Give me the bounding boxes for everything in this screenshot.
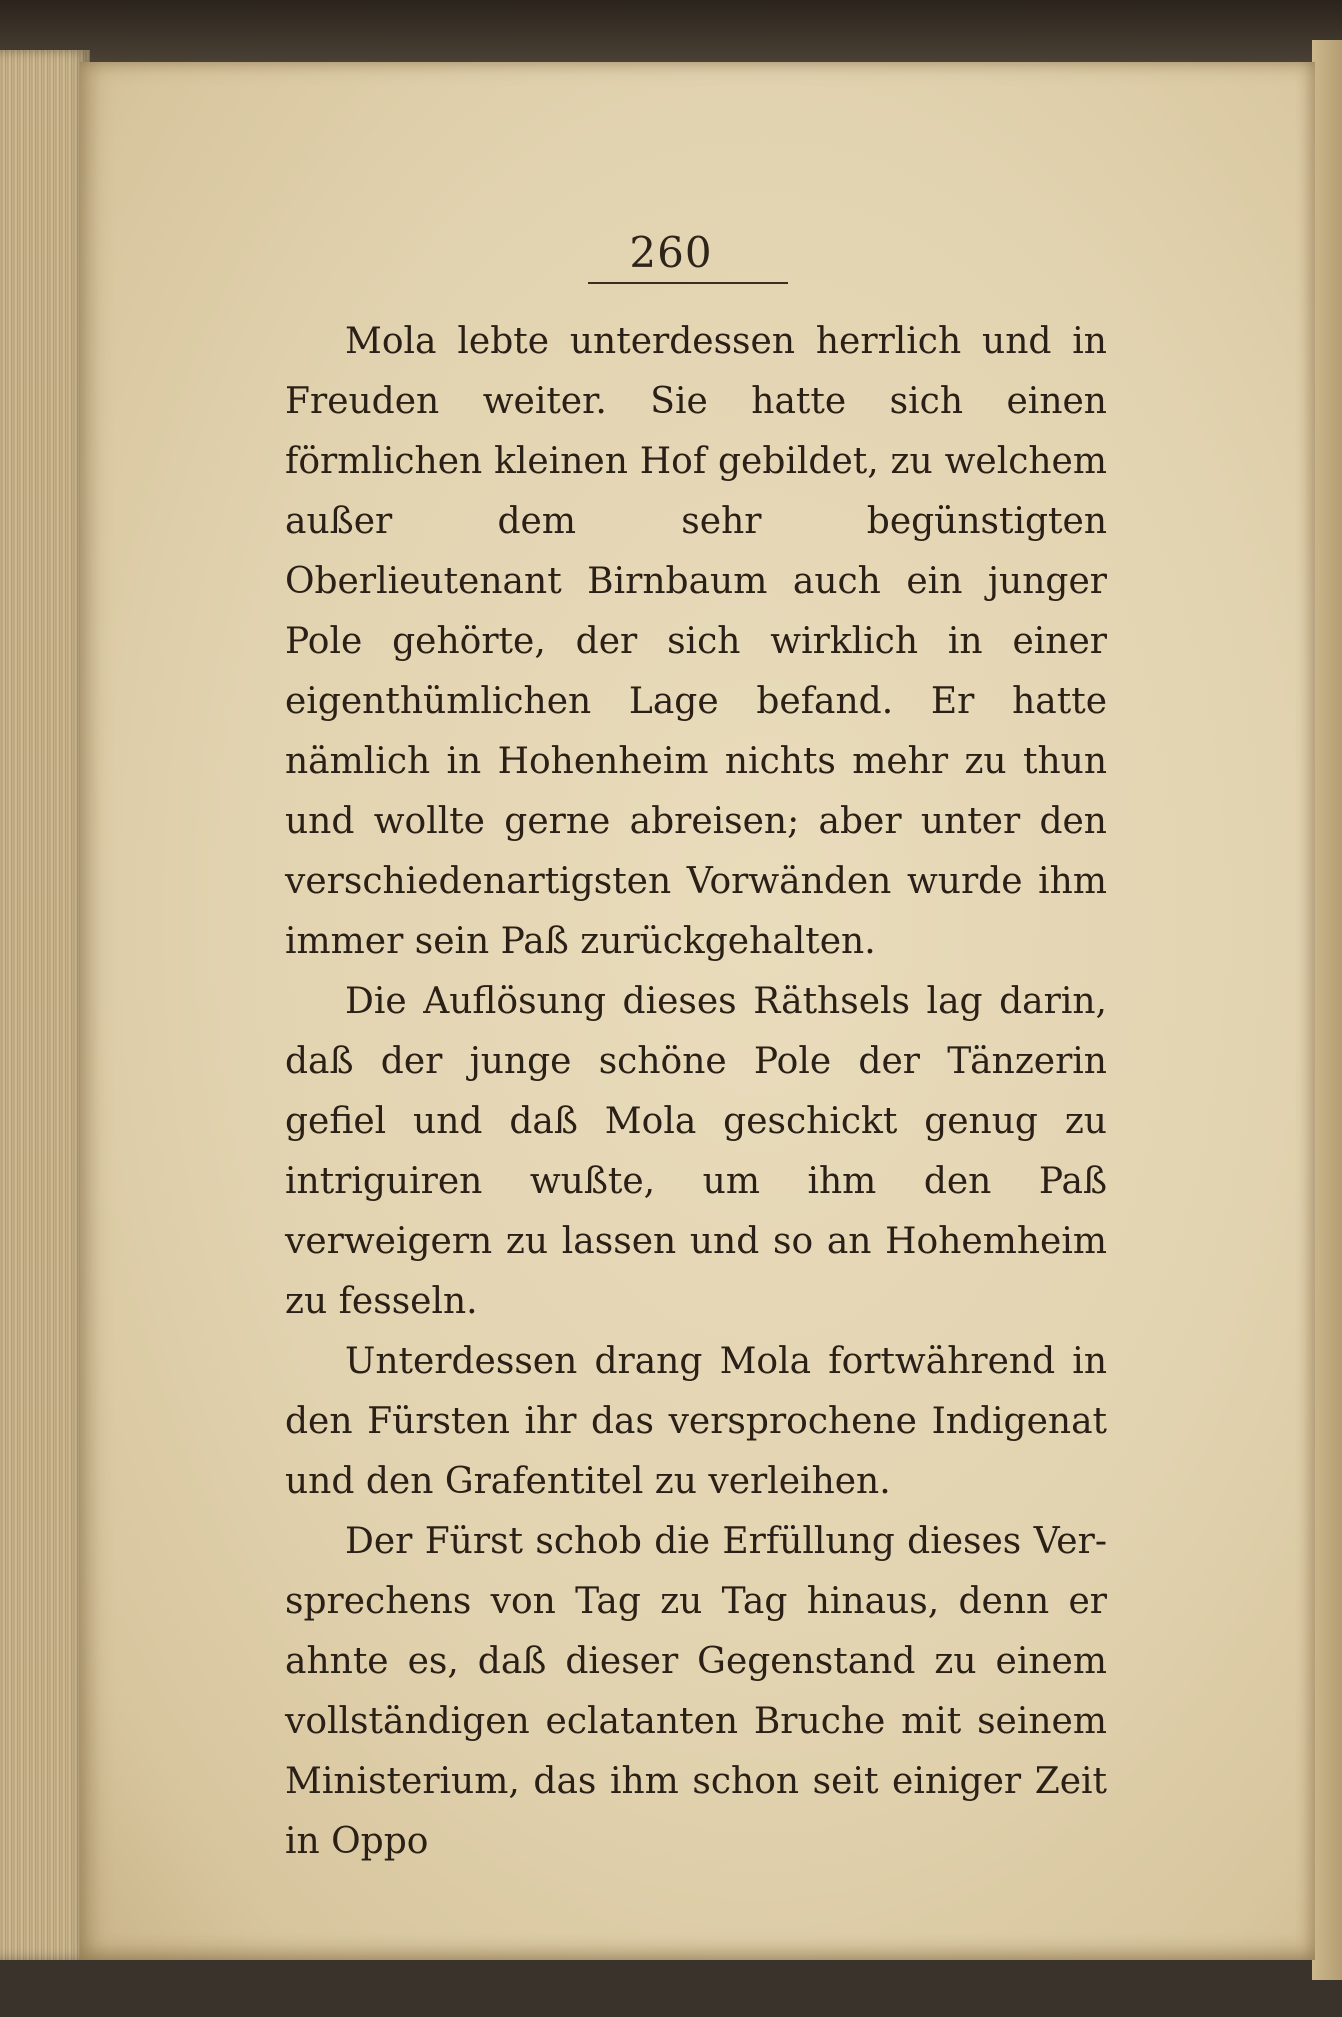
body-text xyxy=(285,312,1107,1872)
paragraph-4: Der Fürst schob die Erfüllung dieses Versprechens von Tag zu Tag hinaus, denn er ahnte es, daß dieser Gegenstand zu einem vollständigen eclatanten Bruche mit seinem Ministerium, das ihm schon seit einiger Zeit in Oppo xyxy=(285,1521,1107,1862)
paragraph-2: Die Auflösung dieses Räthsels lag darin, daß der junge schöne Pole der Tänzerin gefiel und daß Mola geschickt genug zu intriguiren wußte, um ihm den Paß verweigern zu lassen und so an Hohemheim zu fesseln. xyxy=(285,981,1107,1322)
paragraph-3: Unterdessen drang Mola fortwährend in den Fürsten ihr das versprochene Indigenat und den Grafentitel zu verleihen. xyxy=(285,1341,1107,1502)
paragraph-1: Mola lebte unterdessen herrlich und in Freuden weiter. Sie hatte sich einen förmlichen kleinen Hof gebildet, zu welchem außer dem sehr begünstigten Oberlieutenant Birnbaum auch ein junger Pole gehörte, der sich wirklich in einer eigenthümlichen Lage befand. Er hatte nämlich in Hohenheim nichts mehr zu thun und wollte gerne abreisen; aber unter den verschiedenartigsten Vorwänden wurde ihm immer sein Paß zurückgehalten. xyxy=(285,321,1107,962)
scan-background-top xyxy=(0,0,1342,62)
page-number: 260 xyxy=(629,228,713,277)
facing-page-edge xyxy=(1312,40,1342,1980)
book-page-edges xyxy=(0,50,90,1960)
header-rule xyxy=(588,282,788,284)
